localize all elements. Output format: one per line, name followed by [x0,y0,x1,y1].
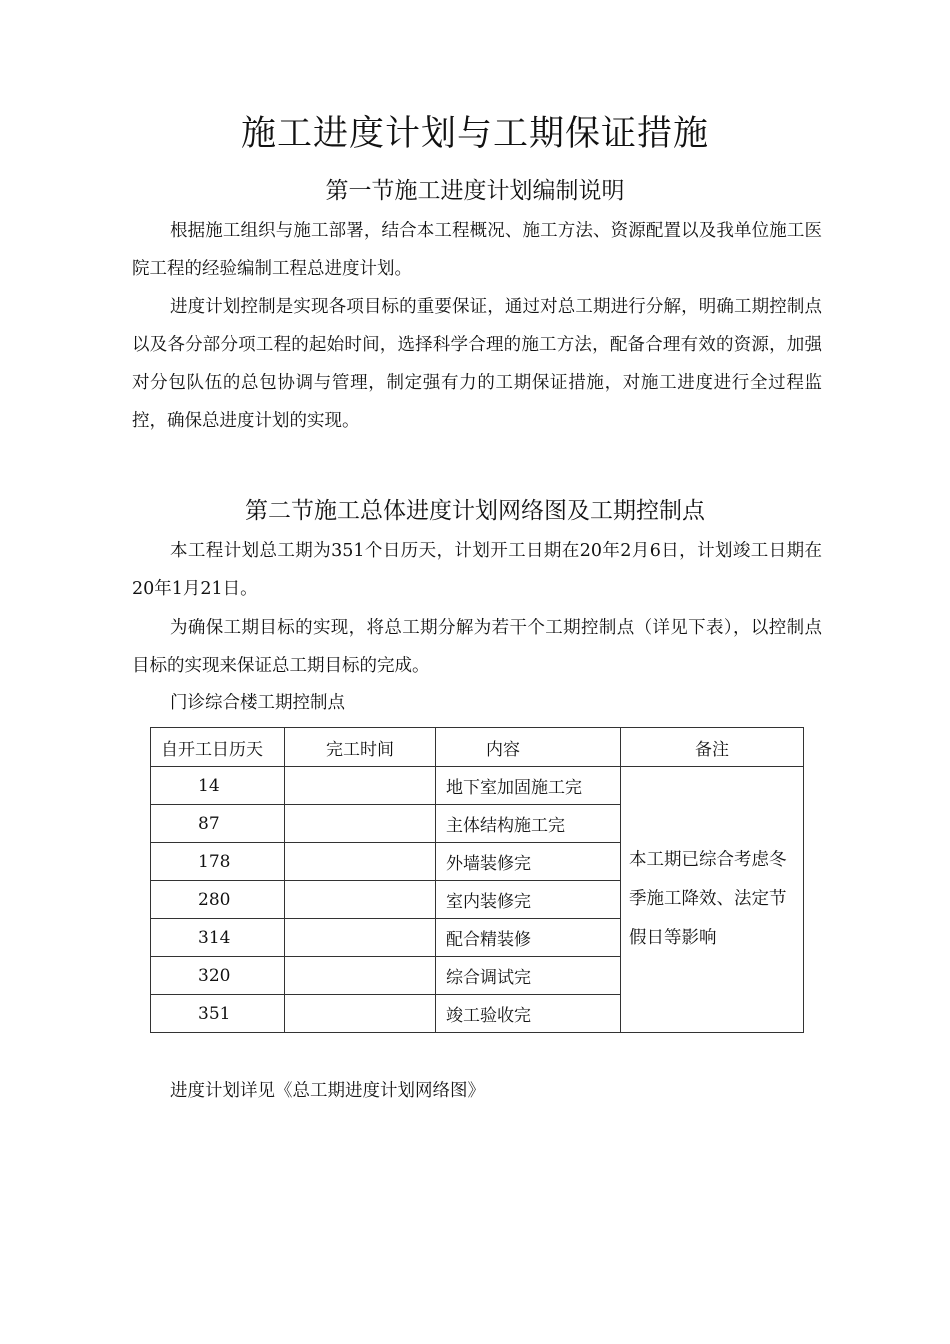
cell-finish-time [285,767,436,805]
cell-days: 320 [151,957,285,995]
header-remarks: 备注 [621,728,804,767]
table-caption: 门诊综合楼工期控制点 [170,693,345,713]
cell-content: 主体结构施工完 [436,805,621,843]
section-1-paragraph-1: 根据施工组织与施工部署，结合本工程概况、施工方法、资源配置以及我单位施工医院工程的经验编制工程总进度计划。 [132,221,822,279]
document-title: 施工进度计划与工期保证措施 [240,114,709,154]
cell-content: 综合调试完 [436,957,621,995]
cell-remarks: 本工期已综合考虑冬季施工降效、法定节假日等影响 [621,767,804,1033]
header-days: 自开工日历天 [151,728,285,767]
header-finish-time: 完工时间 [285,728,436,767]
cell-days: 14 [151,767,285,805]
header-content: 内容 [436,728,621,767]
cell-days: 351 [151,995,285,1033]
cell-content: 地下室加固施工完 [436,767,621,805]
cell-days: 178 [151,843,285,881]
milestone-table-wrapper [150,727,804,1033]
cell-content: 外墙装修完 [436,843,621,881]
milestone-table [150,727,804,1033]
cell-days: 280 [151,881,285,919]
cell-finish-time [285,843,436,881]
cell-finish-time [285,881,436,919]
section-1-heading: 第一节施工进度计划编制说明 [325,178,625,204]
cell-finish-time [285,995,436,1033]
cell-finish-time [285,957,436,995]
section-1-paragraph-2: 进度计划控制是实现各项目标的重要保证，通过对总工期进行分解，明确工期控制点以及各分部分项工程的起始时间，选择科学合理的施工方法，配备合理有效的资源，加强对分包队伍的总包协调与管理，制定强有力的工期保证措施，对施工进度进行全过程监控，确保总进度计划的实现。 [132,297,822,431]
cell-days: 314 [151,919,285,957]
schedule-reference: 进度计划详见《总工期进度计划网络图》 [170,1081,485,1101]
cell-content: 配合精装修 [436,919,621,957]
table-header-row [151,728,804,767]
cell-finish-time [285,919,436,957]
table-row [151,767,804,805]
cell-days: 87 [151,805,285,843]
section-2-heading: 第二节施工总体进度计划网络图及工期控制点 [245,498,705,524]
cell-content: 竣工验收完 [436,995,621,1033]
section-2-paragraph-2: 为确保工期目标的实现，将总工期分解为若干个工期控制点（详见下表），以控制点目标的实现来保证总工期目标的完成。 [132,618,822,676]
cell-content: 室内装修完 [436,881,621,919]
section-2-paragraph-1: 本工程计划总工期为351个日历天，计划开工日期在20年2月6日，计划竣工日期在20年1月21日。 [132,541,822,599]
cell-finish-time [285,805,436,843]
